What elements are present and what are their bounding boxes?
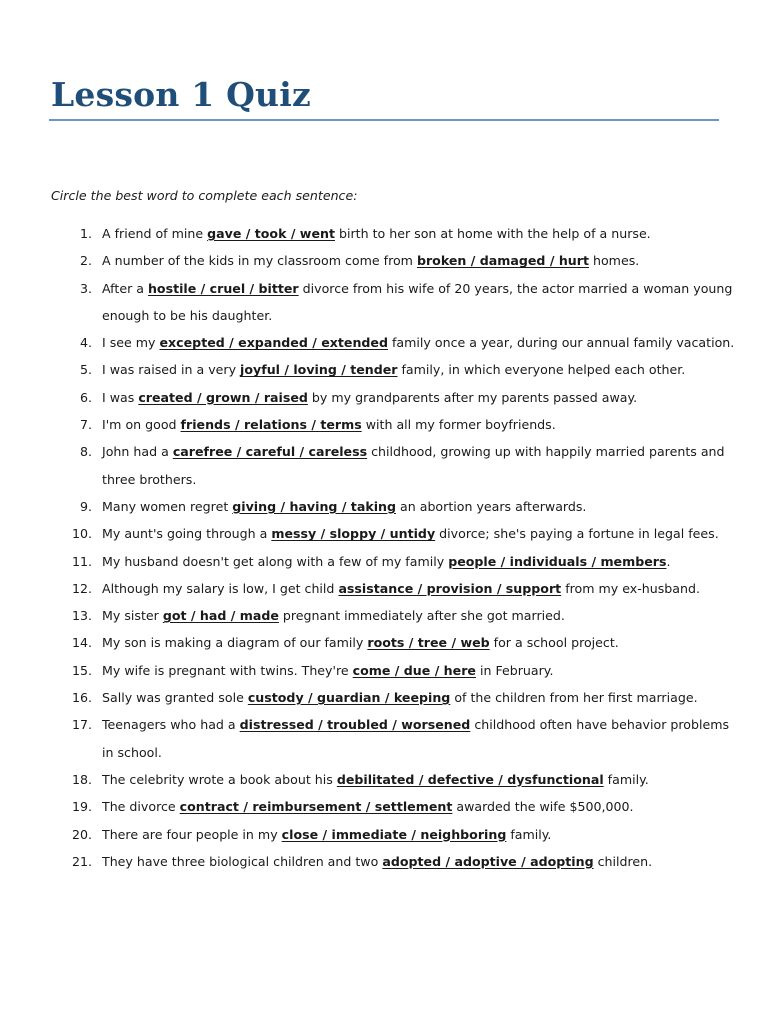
question-item bbox=[0, 602, 742, 629]
sentence-fragment: I'm on good bbox=[102, 417, 181, 433]
sentence-fragment: family, in which everyone helped each other. bbox=[397, 362, 686, 378]
question-text bbox=[102, 629, 742, 656]
question-number: 7. bbox=[79, 417, 92, 433]
answer-options[interactable]: hostile / cruel / bitter bbox=[147, 280, 299, 296]
answer-options[interactable]: messy / sloppy / untidy bbox=[271, 526, 436, 542]
question-number: 14. bbox=[71, 635, 92, 651]
question-number: 12. bbox=[71, 580, 92, 596]
question-number: 5. bbox=[79, 362, 92, 378]
question-item bbox=[0, 493, 742, 520]
answer-options[interactable]: excepted / expanded / extended bbox=[159, 335, 388, 351]
question-number: 15. bbox=[71, 662, 92, 678]
answer-options[interactable]: joyful / loving / tender bbox=[240, 362, 398, 378]
question-item bbox=[0, 438, 742, 493]
sentence-fragment: family once a year, during our annual family vacation. bbox=[388, 335, 735, 351]
sentence-fragment: The celebrity wrote a book about his bbox=[102, 771, 337, 787]
sentence-fragment: My wife is pregnant with twins. They're bbox=[102, 662, 353, 678]
page-title: Lesson 1 Quiz bbox=[51, 75, 311, 114]
sentence-fragment: My aunt's going through a bbox=[102, 526, 272, 542]
sentence-fragment: They have three biological children and two bbox=[102, 853, 383, 869]
question-item bbox=[0, 329, 742, 356]
question-number: 1. bbox=[79, 226, 92, 241]
sentence-fragment: awarded the wife $500,000. bbox=[452, 799, 634, 815]
sentence-fragment: I see my bbox=[102, 335, 160, 351]
sentence-fragment: There are four people in my bbox=[102, 826, 282, 842]
question-text bbox=[102, 711, 742, 766]
sentence-fragment: family. bbox=[603, 771, 649, 787]
sentence-fragment: My son is making a diagram of our family bbox=[102, 635, 368, 651]
sentence-fragment: Many women regret bbox=[102, 498, 233, 514]
question-text bbox=[102, 548, 742, 575]
sentence-fragment: Sally was granted sole bbox=[102, 690, 248, 706]
question-text bbox=[102, 575, 742, 602]
question-text bbox=[102, 329, 742, 356]
question-number: 18. bbox=[71, 771, 92, 787]
question-text bbox=[102, 493, 742, 520]
question-text bbox=[102, 520, 742, 547]
question-text bbox=[102, 684, 742, 711]
sentence-fragment: by my grandparents after my parents passed away. bbox=[307, 389, 638, 405]
question-number: 6. bbox=[79, 389, 92, 405]
question-text bbox=[102, 247, 742, 274]
sentence-fragment: My husband doesn't get along with a few of my family bbox=[102, 553, 449, 569]
question-item bbox=[0, 848, 742, 875]
question-item bbox=[0, 247, 742, 274]
sentence-fragment: from my ex-husband. bbox=[561, 580, 700, 596]
question-text bbox=[102, 602, 742, 629]
question-text bbox=[102, 793, 742, 820]
question-number: 10. bbox=[71, 526, 92, 542]
answer-options[interactable]: got / had / made bbox=[162, 608, 279, 624]
sentence-fragment: Teenagers who had a bbox=[102, 717, 240, 733]
answer-options[interactable]: adopted / adoptive / adopting bbox=[382, 853, 594, 869]
answer-options[interactable]: broken / damaged / hurt bbox=[416, 253, 589, 269]
question-text bbox=[102, 275, 742, 330]
sentence-fragment: divorce from his wife of 20 years, the actor married a woman young enough to be his daughter. bbox=[102, 280, 733, 323]
answer-options[interactable]: people / individuals / members bbox=[448, 553, 667, 569]
question-text bbox=[102, 848, 742, 875]
sentence-fragment: homes. bbox=[588, 253, 640, 269]
sentence-fragment: John had a bbox=[102, 444, 173, 460]
answer-options[interactable]: friends / relations / terms bbox=[180, 417, 362, 433]
question-number: 20. bbox=[71, 826, 92, 842]
title-divider bbox=[49, 119, 719, 121]
answer-options[interactable]: custody / guardian / keeping bbox=[247, 690, 451, 706]
sentence-fragment: childhood often have behavior problems in school. bbox=[102, 717, 730, 760]
sentence-fragment: After a bbox=[102, 280, 148, 296]
sentence-fragment: . bbox=[666, 553, 671, 569]
sentence-fragment: birth to her son at home with the help of a nurse. bbox=[334, 226, 651, 241]
question-item bbox=[0, 629, 742, 656]
question-text bbox=[102, 766, 742, 793]
question-item bbox=[0, 356, 742, 383]
question-number: 13. bbox=[71, 608, 92, 624]
sentence-fragment: children. bbox=[593, 853, 653, 869]
question-item bbox=[0, 684, 742, 711]
answer-options[interactable]: gave / took / went bbox=[207, 226, 335, 241]
answer-options[interactable]: contract / reimbursement / settlement bbox=[179, 799, 453, 815]
answer-options[interactable]: giving / having / taking bbox=[232, 498, 397, 514]
question-number: 19. bbox=[71, 799, 92, 815]
sentence-fragment: with all my former boyfriends. bbox=[361, 417, 556, 433]
sentence-fragment: of the children from her first marriage. bbox=[450, 690, 698, 706]
answer-options[interactable]: carefree / careful / careless bbox=[172, 444, 368, 460]
answer-options[interactable]: assistance / provision / support bbox=[338, 580, 562, 596]
question-item bbox=[0, 220, 742, 247]
question-item bbox=[0, 793, 742, 820]
question-item bbox=[0, 520, 742, 547]
question-number: 2. bbox=[79, 253, 92, 269]
question-item bbox=[0, 275, 742, 330]
question-number: 4. bbox=[79, 335, 92, 351]
question-number: 21. bbox=[71, 853, 92, 869]
question-item bbox=[0, 657, 742, 684]
answer-options[interactable]: roots / tree / web bbox=[367, 635, 490, 651]
question-number: 8. bbox=[79, 444, 92, 460]
answer-options[interactable]: close / immediate / neighboring bbox=[281, 826, 507, 842]
question-item bbox=[0, 575, 742, 602]
sentence-fragment: pregnant immediately after she got married. bbox=[278, 608, 565, 624]
question-text bbox=[102, 657, 742, 684]
answer-options[interactable]: debilitated / defective / dysfunctional bbox=[336, 771, 604, 787]
answer-options[interactable]: come / due / here bbox=[352, 662, 476, 678]
question-number: 3. bbox=[79, 280, 92, 296]
question-text bbox=[102, 821, 742, 848]
sentence-fragment: divorce; she's paying a fortune in legal fees. bbox=[435, 526, 719, 542]
question-item bbox=[0, 821, 742, 848]
sentence-fragment: I was bbox=[102, 389, 139, 405]
sentence-fragment: A number of the kids in my classroom come from bbox=[102, 253, 417, 269]
sentence-fragment: family. bbox=[506, 826, 552, 842]
sentence-fragment: in February. bbox=[475, 662, 554, 678]
sentence-fragment: The divorce bbox=[102, 799, 180, 815]
sentence-fragment: A friend of mine bbox=[102, 226, 208, 241]
sentence-fragment: My sister bbox=[102, 608, 163, 624]
question-item bbox=[0, 411, 742, 438]
sentence-fragment: for a school project. bbox=[489, 635, 619, 651]
question-item bbox=[0, 711, 742, 766]
question-item bbox=[0, 384, 742, 411]
question-text bbox=[102, 438, 742, 493]
instructions: Circle the best word to complete each sentence: bbox=[51, 188, 358, 203]
answer-options[interactable]: distressed / troubled / worsened bbox=[239, 717, 471, 733]
question-item bbox=[0, 766, 742, 793]
question-number: 9. bbox=[79, 498, 92, 514]
question-text bbox=[102, 220, 742, 247]
question-number: 17. bbox=[71, 717, 92, 733]
question-number: 11. bbox=[71, 553, 92, 569]
sentence-fragment: Although my salary is low, I get child bbox=[102, 580, 339, 596]
sentence-fragment: I was raised in a very bbox=[102, 362, 241, 378]
question-text bbox=[102, 411, 742, 438]
question-list bbox=[0, 220, 768, 875]
question-item bbox=[0, 548, 742, 575]
question-number: 16. bbox=[71, 690, 92, 706]
question-text bbox=[102, 356, 742, 383]
question-text bbox=[102, 384, 742, 411]
answer-options[interactable]: created / grown / raised bbox=[138, 389, 308, 405]
sentence-fragment: an abortion years afterwards. bbox=[396, 498, 587, 514]
sentence-fragment: childhood, growing up with happily married parents and three brothers. bbox=[102, 444, 725, 487]
